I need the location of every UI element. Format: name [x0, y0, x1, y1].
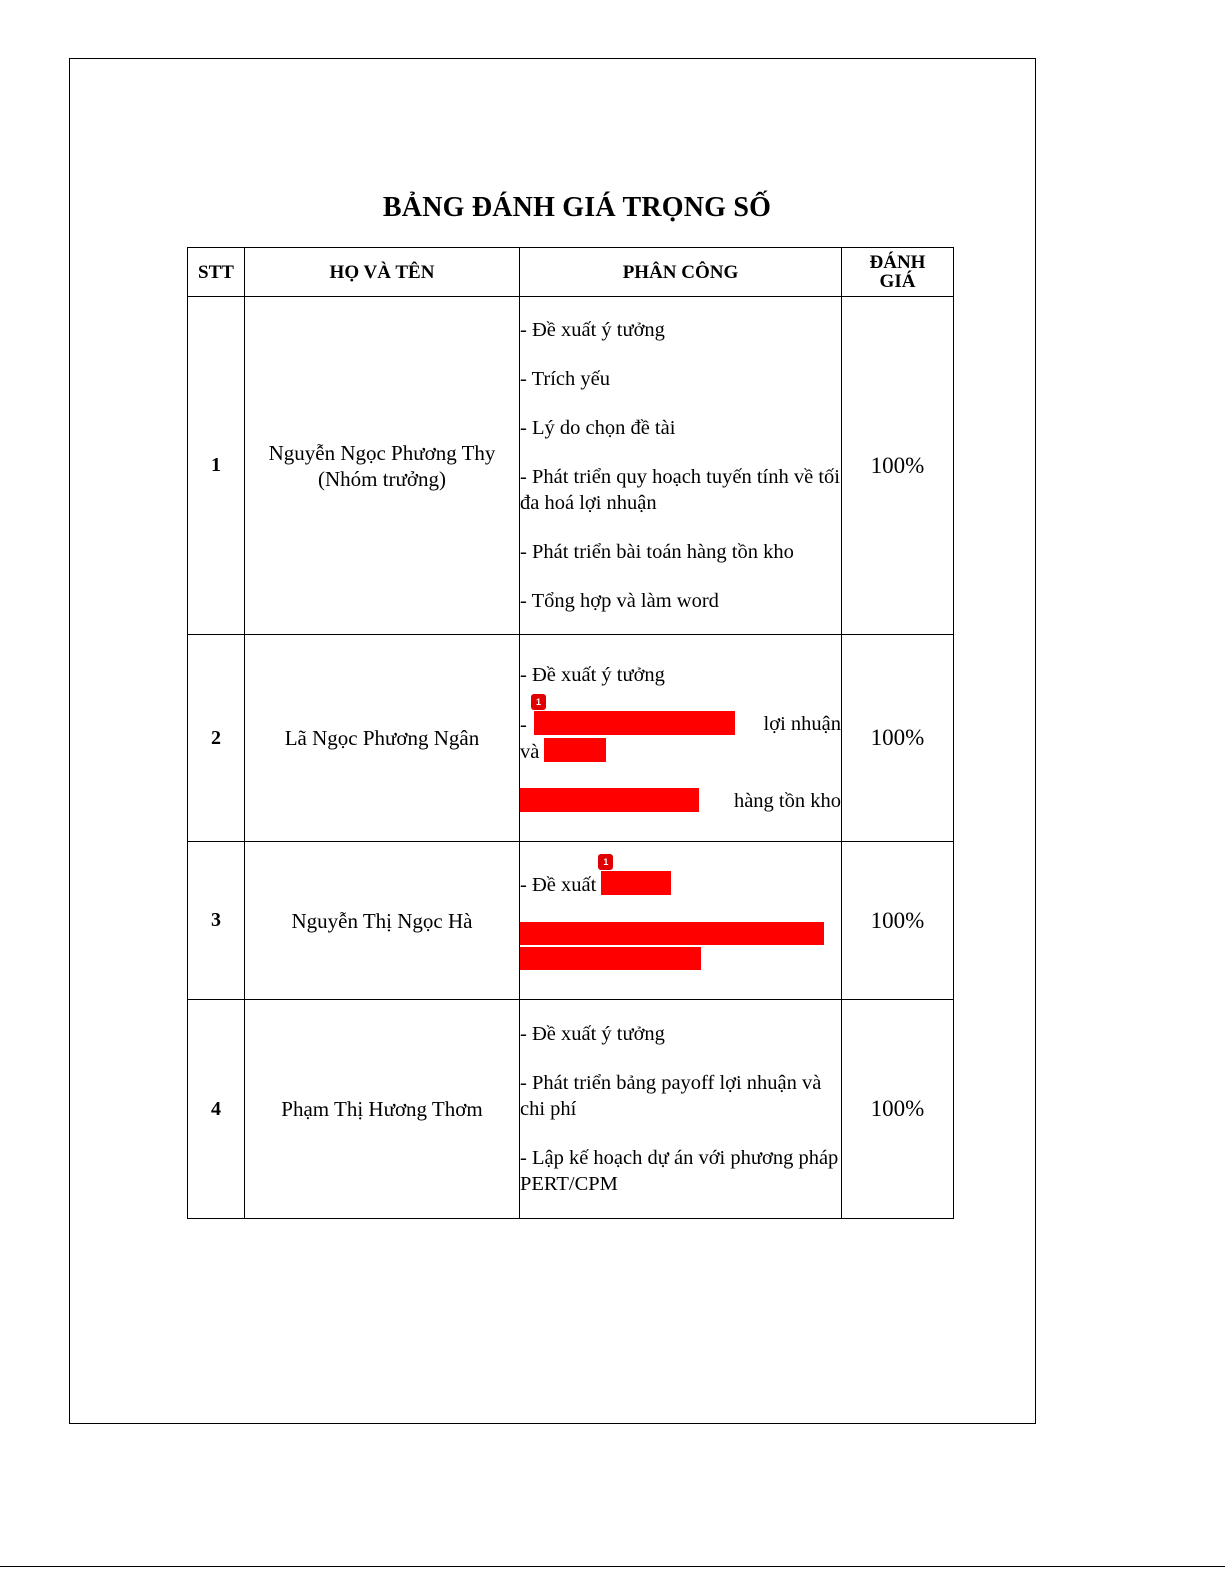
task-list — [520, 842, 842, 1000]
task-item: - Lý do chọn đề tài — [520, 417, 676, 439]
task-item: - Phát triển bài toán hàng tồn kho — [520, 541, 794, 563]
task-item-redacted — [520, 922, 841, 970]
redaction-box — [601, 857, 671, 895]
task-item: - Đề xuất ý tưởng — [520, 1023, 665, 1045]
task-list — [520, 297, 842, 635]
redaction-box — [520, 788, 699, 812]
redaction-box — [534, 696, 735, 735]
redaction-badge: 1 — [598, 854, 613, 870]
task-item: - Phát triển quy hoạch tuyến tính về tối đa hoá lợi nhuận — [520, 466, 840, 514]
task-text-fragment: lợi nhuận — [763, 712, 841, 735]
member-name-cell — [245, 297, 520, 635]
member-name: Nguyễn Thị Ngọc Hà — [245, 842, 520, 1000]
task-item-redacted — [520, 857, 841, 898]
task-item: - Đề xuất ý tưởng — [520, 663, 665, 686]
score-cell: 100% — [842, 1000, 954, 1219]
task-list — [520, 1000, 842, 1219]
task-text-fragment: hàng tồn kho — [733, 789, 841, 812]
task-item: - Phát triển bảng payoff lợi nhuận và chi phí — [520, 1072, 822, 1120]
task-list — [520, 635, 842, 842]
row-number: 3 — [188, 842, 245, 1000]
member-role: (Nhóm trưởng) — [317, 466, 447, 491]
table-header-row — [188, 248, 954, 297]
table-row — [188, 297, 954, 635]
page-bottom-divider — [0, 1566, 1225, 1567]
task-item-redacted — [520, 696, 841, 765]
header-score — [842, 248, 954, 297]
task-item: - Tổng hợp và làm word — [520, 590, 719, 612]
task-text-fragment: và — [520, 740, 540, 763]
redaction-box — [544, 738, 606, 762]
task-item: - Trích yếu — [520, 368, 610, 390]
task-item: - Đề xuất ý tưởng — [520, 319, 665, 341]
document-title: BẢNG ĐÁNH GIÁ TRỌNG SỐ — [382, 192, 772, 223]
redaction-box — [520, 947, 701, 970]
member-name: Lã Ngọc Phương Ngân — [245, 635, 520, 842]
score-cell: 100% — [842, 635, 954, 842]
weight-evaluation-table — [187, 247, 954, 1219]
task-prefix: - — [520, 713, 527, 736]
header-name: HỌ VÀ TÊN — [245, 248, 520, 297]
table-row — [188, 842, 954, 1000]
row-number: 1 — [188, 297, 245, 635]
member-name: Nguyễn Ngọc Phương Thy — [268, 440, 496, 465]
header-stt: STT — [188, 248, 245, 297]
header-tasks: PHÂN CÔNG — [520, 248, 842, 297]
score-cell: 100% — [842, 842, 954, 1000]
redaction-badge: 1 — [531, 694, 546, 710]
table-row — [188, 635, 954, 842]
score-cell: 100% — [842, 297, 954, 635]
header-score-label: ĐÁNH GIÁ — [869, 252, 926, 292]
redaction-box — [520, 922, 824, 945]
task-item: - Lập kế hoạch dự án với phương pháp PERT/CPM — [520, 1147, 839, 1195]
table-row — [188, 1000, 954, 1219]
member-name: Phạm Thị Hương Thơm — [245, 1000, 520, 1219]
task-item-redacted — [520, 788, 841, 815]
row-number: 2 — [188, 635, 245, 842]
task-text-fragment: - Đề xuất — [520, 874, 597, 896]
row-number: 4 — [188, 1000, 245, 1219]
